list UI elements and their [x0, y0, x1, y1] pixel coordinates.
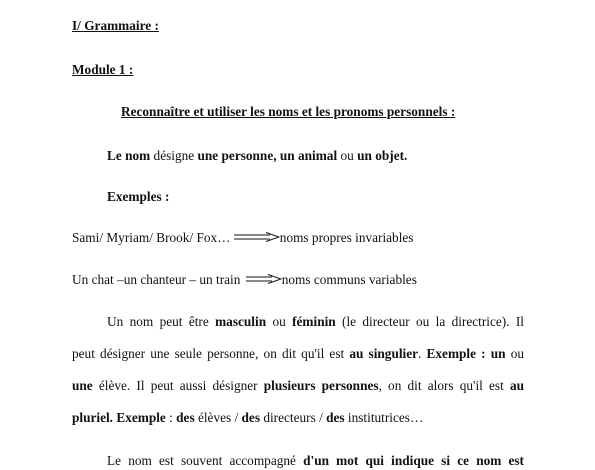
- text-run: .: [418, 346, 427, 361]
- paragraph1-line2: [72, 346, 524, 362]
- text-run: ou: [505, 346, 524, 361]
- definition-subject: Le nom: [107, 148, 151, 163]
- singular-term: au singulier: [349, 346, 419, 361]
- example-row-common-nouns: [72, 272, 417, 289]
- definition-verb: désigne: [150, 148, 198, 163]
- article-des: des: [241, 410, 261, 425]
- example-term: Exemple : un: [426, 346, 506, 361]
- plural-example-term: pluriel. Exemple: [72, 410, 166, 425]
- text-run: Le nom est souvent accompagné: [107, 453, 304, 468]
- paragraph1-line3: [72, 378, 524, 394]
- text-run: directeurs /: [260, 410, 327, 425]
- plural-people-term: plusieurs personnes: [263, 378, 379, 393]
- text-run: institutrices…: [344, 410, 424, 425]
- example1-category: noms propres invariables: [279, 230, 414, 245]
- text-run: élèves /: [194, 410, 242, 425]
- lesson-title-text: Reconnaître et utiliser les noms et les pronoms personnels :: [121, 104, 456, 119]
- double-right-arrow-icon: [246, 272, 282, 288]
- article-des: des: [176, 410, 195, 425]
- text-run: (le directeur ou la directrice). Il: [335, 314, 524, 329]
- examples-label-text: Exemples :: [107, 189, 170, 204]
- definition-items: une personne, un animal: [197, 148, 338, 163]
- module-title-text: Module 1 :: [72, 62, 134, 77]
- example1-words: Sami/ Myriam/ Brook/ Fox…: [72, 230, 231, 245]
- article-term: une: [72, 378, 93, 393]
- definition-object: un objet.: [357, 148, 408, 163]
- determiner-hint: d'un mot qui indique si ce nom est: [303, 453, 524, 468]
- text-run: :: [165, 410, 177, 425]
- feminine-term: féminin: [292, 314, 336, 329]
- paragraph2-line1: [107, 453, 524, 469]
- text-run: élève. Il peut aussi désigner: [92, 378, 264, 393]
- paragraph1-line1: [107, 314, 524, 330]
- lesson-title: [121, 104, 455, 120]
- text-run: ou: [266, 314, 293, 329]
- plural-prefix-term: au: [509, 378, 524, 393]
- masculine-term: masculin: [215, 314, 267, 329]
- definition-or: ou: [337, 148, 358, 163]
- examples-label: [107, 189, 169, 205]
- article-des: des: [326, 410, 345, 425]
- double-right-arrow-icon: [234, 230, 280, 246]
- module-title: [72, 62, 133, 78]
- text-run: peut désigner une seule personne, on dit qu'il est: [72, 346, 350, 361]
- definition-line: [107, 148, 407, 164]
- example2-words: Un chat –un chanteur – un train: [72, 272, 241, 287]
- example-row-proper-nouns: [72, 230, 413, 247]
- paragraph1-line4: [72, 410, 423, 426]
- example2-category: noms communs variables: [281, 272, 417, 287]
- text-run: Un nom peut être: [107, 314, 216, 329]
- section-title: [72, 18, 159, 34]
- text-run: , on dit alors qu'il est: [378, 378, 510, 393]
- section-title-text: I/ Grammaire :: [72, 18, 159, 33]
